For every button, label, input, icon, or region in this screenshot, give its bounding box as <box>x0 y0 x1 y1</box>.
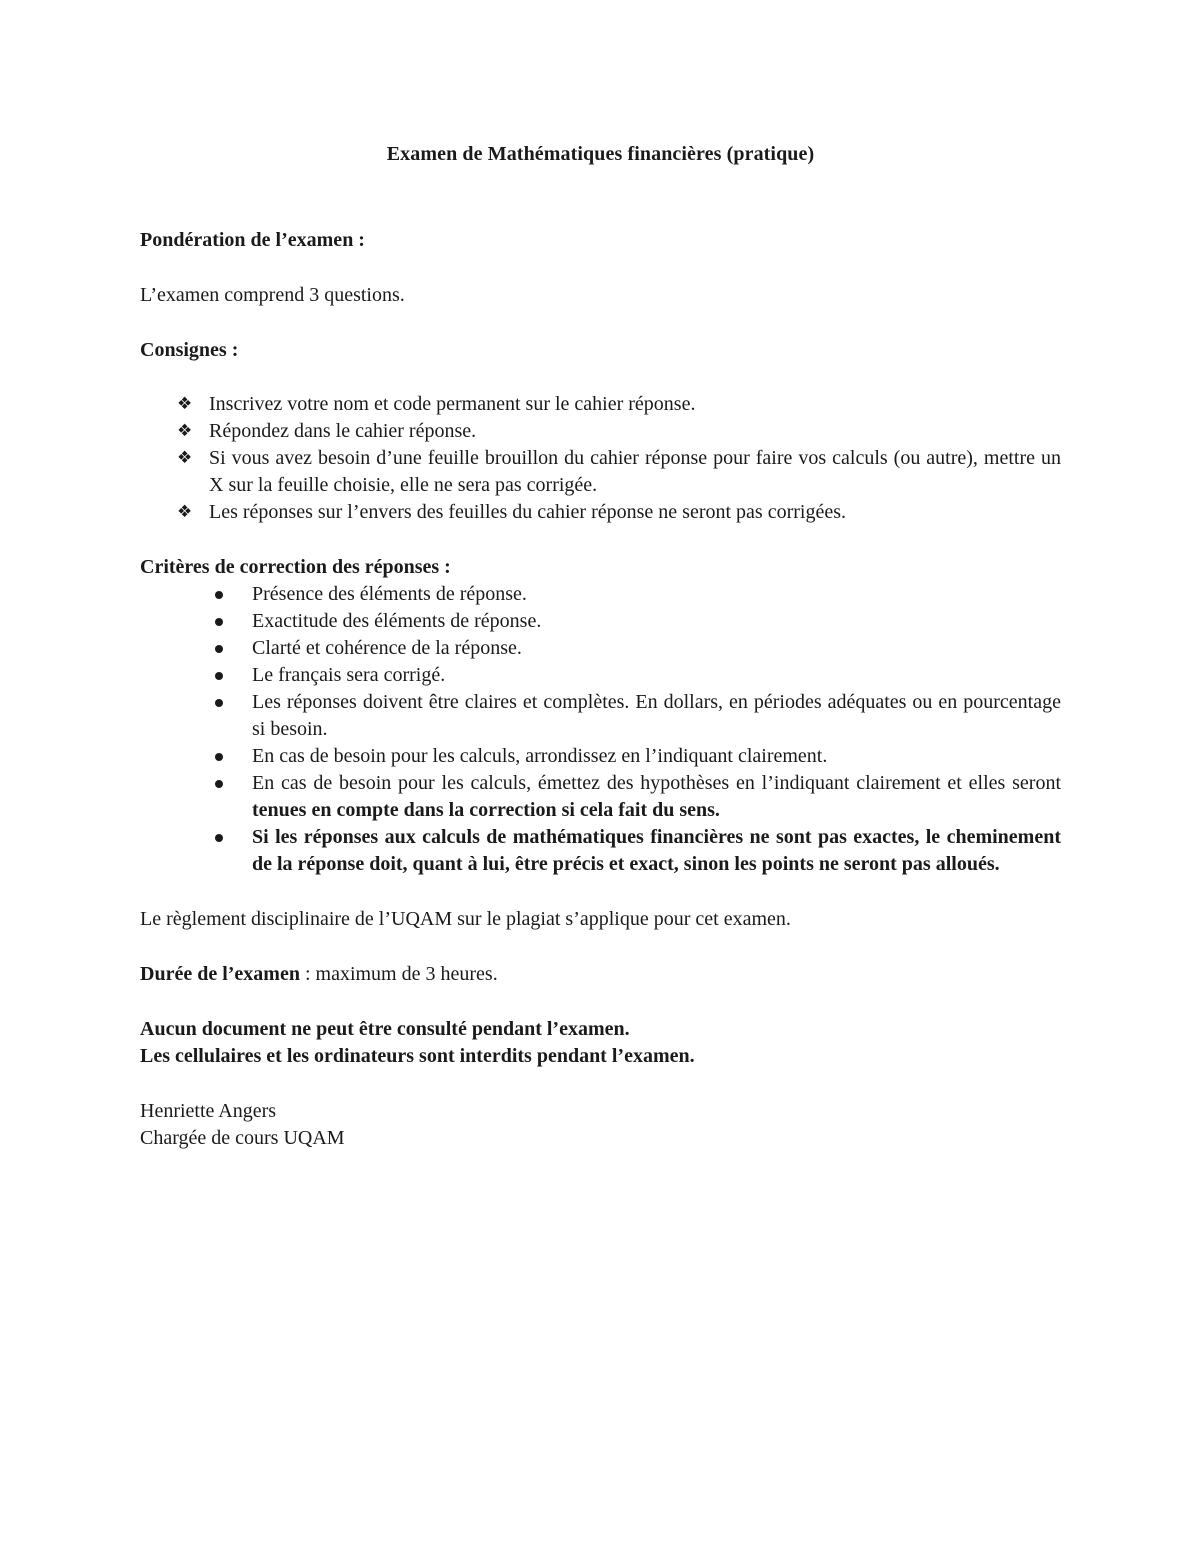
exam-title: Examen de Mathématiques financières (pratique) <box>386 143 815 165</box>
diamond-bullet-icon: ❖ <box>177 502 193 522</box>
list-item <box>140 445 1061 499</box>
weighting-text: L’examen comprend 3 questions. <box>140 284 405 306</box>
instruction-text: Répondez dans le cahier réponse. <box>209 420 477 442</box>
criterion-text: En cas de besoin pour les calculs, émettez des hypothèses en l’indiquant clairement et elles seront <box>252 772 1061 794</box>
plagiarism-notice: Le règlement disciplinaire de l’UQAM sur le plagiat s’applique pour cet examen. <box>140 908 791 930</box>
dot-bullet-icon <box>215 618 223 626</box>
criterion-text: Présence des éléments de réponse. <box>252 583 527 605</box>
dot-bullet-icon <box>215 672 223 680</box>
dot-bullet-icon <box>215 780 223 788</box>
criterion-text: En cas de besoin pour les calculs, arrondissez en l’indiquant clairement. <box>252 745 828 767</box>
signature-name: Henriette Angers <box>140 1100 277 1122</box>
duration-label: Durée de l’examen <box>140 963 300 985</box>
instruction-text: Les réponses sur l’envers des feuilles du cahier réponse ne seront pas corrigées. <box>209 501 846 523</box>
criterion-text: Le français sera corrigé. <box>252 664 446 686</box>
criterion-text: Exactitude des éléments de réponse. <box>252 610 542 632</box>
instructions-heading: Consignes : <box>140 339 239 361</box>
criteria-list <box>140 581 1061 878</box>
instructions-list <box>140 391 1061 526</box>
list-item <box>140 418 1061 445</box>
dot-bullet-icon <box>215 591 223 599</box>
list-item <box>140 770 1061 824</box>
dot-bullet-icon <box>215 753 223 761</box>
list-item <box>140 581 1061 608</box>
dot-bullet-icon <box>215 645 223 653</box>
criterion-emphasis: Si les réponses aux calculs de mathématiques financières ne sont pas exactes, le cheminement de la réponse doit, quant à lui, être précis et exact, sinon les points ne seront pas alloués. <box>252 826 1061 875</box>
weighting-heading: Pondération de l’examen : <box>140 229 365 251</box>
criterion-emphasis: tenues en compte dans la correction si cela fait du sens. <box>252 799 720 821</box>
list-item <box>140 662 1061 689</box>
diamond-bullet-icon: ❖ <box>177 448 193 468</box>
rule-documents: Aucun document ne peut être consulté pendant l’examen. <box>140 1018 630 1040</box>
criterion-text: Les réponses doivent être claires et complètes. En dollars, en périodes adéquates ou en pourcentage si besoin. <box>252 691 1061 740</box>
dot-bullet-icon <box>215 699 223 707</box>
list-item <box>140 689 1061 743</box>
rule-devices: Les cellulaires et les ordinateurs sont interdits pendant l’examen. <box>140 1045 695 1067</box>
list-item <box>140 499 1061 526</box>
diamond-bullet-icon: ❖ <box>177 394 193 414</box>
criterion-text: Clarté et cohérence de la réponse. <box>252 637 522 659</box>
list-item <box>140 608 1061 635</box>
dot-bullet-icon <box>215 834 223 842</box>
diamond-bullet-icon: ❖ <box>177 421 193 441</box>
document-body <box>140 141 1061 1152</box>
signature-role: Chargée de cours UQAM <box>140 1127 345 1149</box>
duration-line <box>140 961 1061 988</box>
list-item <box>140 824 1061 878</box>
duration-value: : maximum de 3 heures. <box>299 963 498 985</box>
instruction-text: Si vous avez besoin d’une feuille brouillon du cahier réponse pour faire vos calculs (ou autre), mettre un X sur la feuille choisie, elle ne sera pas corrigée. <box>209 447 1061 496</box>
criteria-heading: Critères de correction des réponses : <box>140 556 451 578</box>
instruction-text: Inscrivez votre nom et code permanent sur le cahier réponse. <box>209 393 696 415</box>
list-item <box>140 391 1061 418</box>
list-item <box>140 635 1061 662</box>
list-item <box>140 743 1061 770</box>
